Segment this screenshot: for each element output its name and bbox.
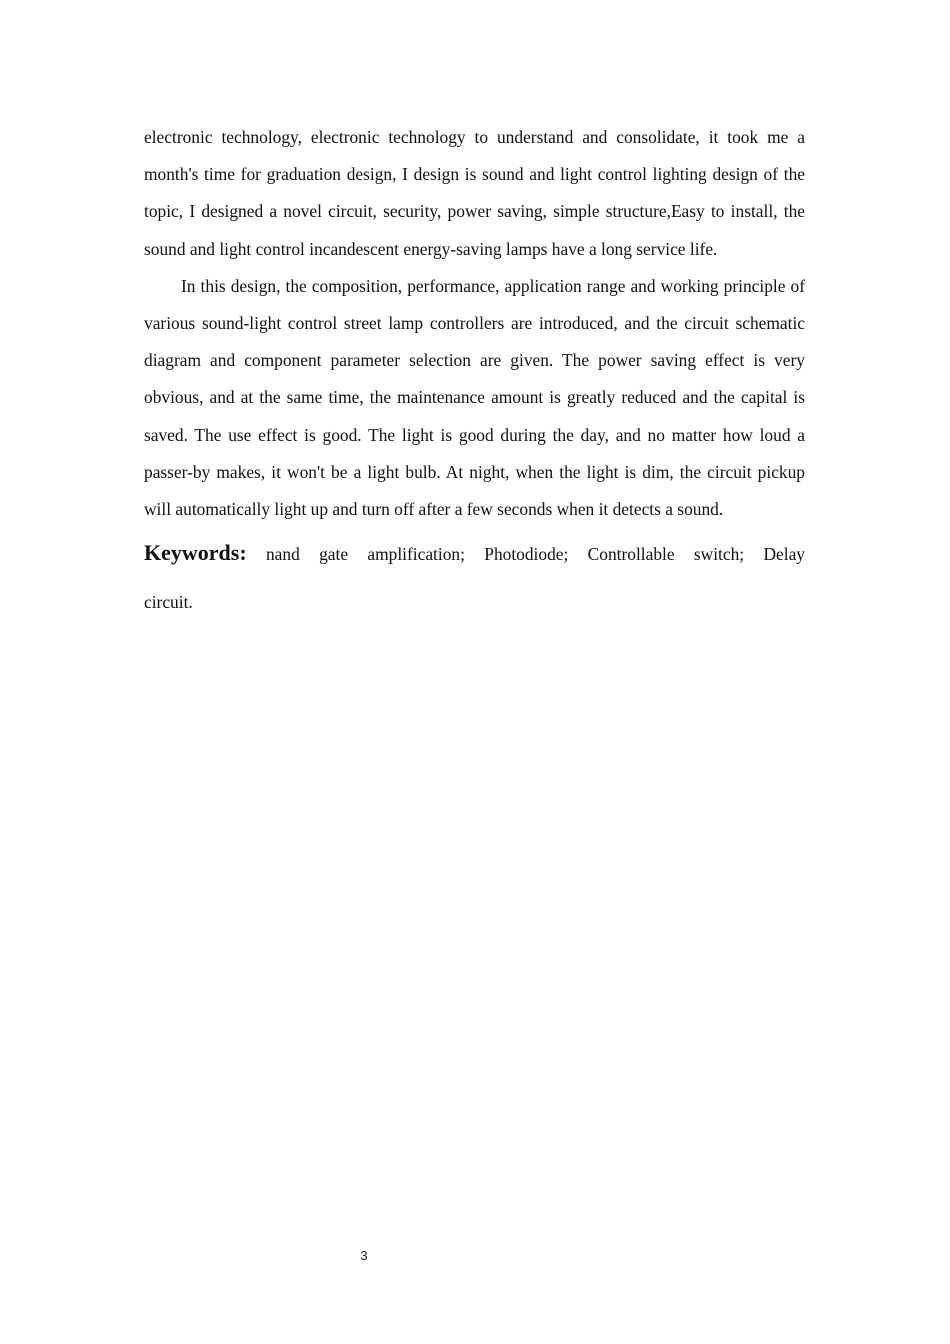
keywords-line <box>144 534 805 573</box>
body-text <box>144 119 805 621</box>
page-number: 3 <box>360 1248 368 1263</box>
paragraph-design-summary: In this design, the composition, performance, application range and working principle of various sound-light control street lamp controllers are introduced, and the circuit schematic diagram and component parameter selection are given. The power saving effect is very obvious, and at the same time, the maintenance amount is greatly reduced and the capital is saved. The use effect is good. The light is good during the day, and no matter how loud a passer-by makes, it won't be a light bulb. At night, when the light is dim, the circuit pickup will automatically light up and turn off after a few seconds when it detects a sound. <box>144 275 805 520</box>
paragraph-continuation: electronic technology, electronic technology to understand and consolidate, it took me a month's time for graduation design, I design is sound and light control lighting design of the topic, I designed a novel circuit, security, power saving, simple structure,Easy to install, the sound and light control incandescent energy-saving lamps have a long service life. <box>144 127 805 259</box>
keywords-label: Keywords: <box>144 540 247 566</box>
keywords-list: nand gate amplification; Photodiode; Controllable switch; Delay <box>265 544 805 565</box>
keywords-list-continuation: circuit. <box>144 592 193 613</box>
